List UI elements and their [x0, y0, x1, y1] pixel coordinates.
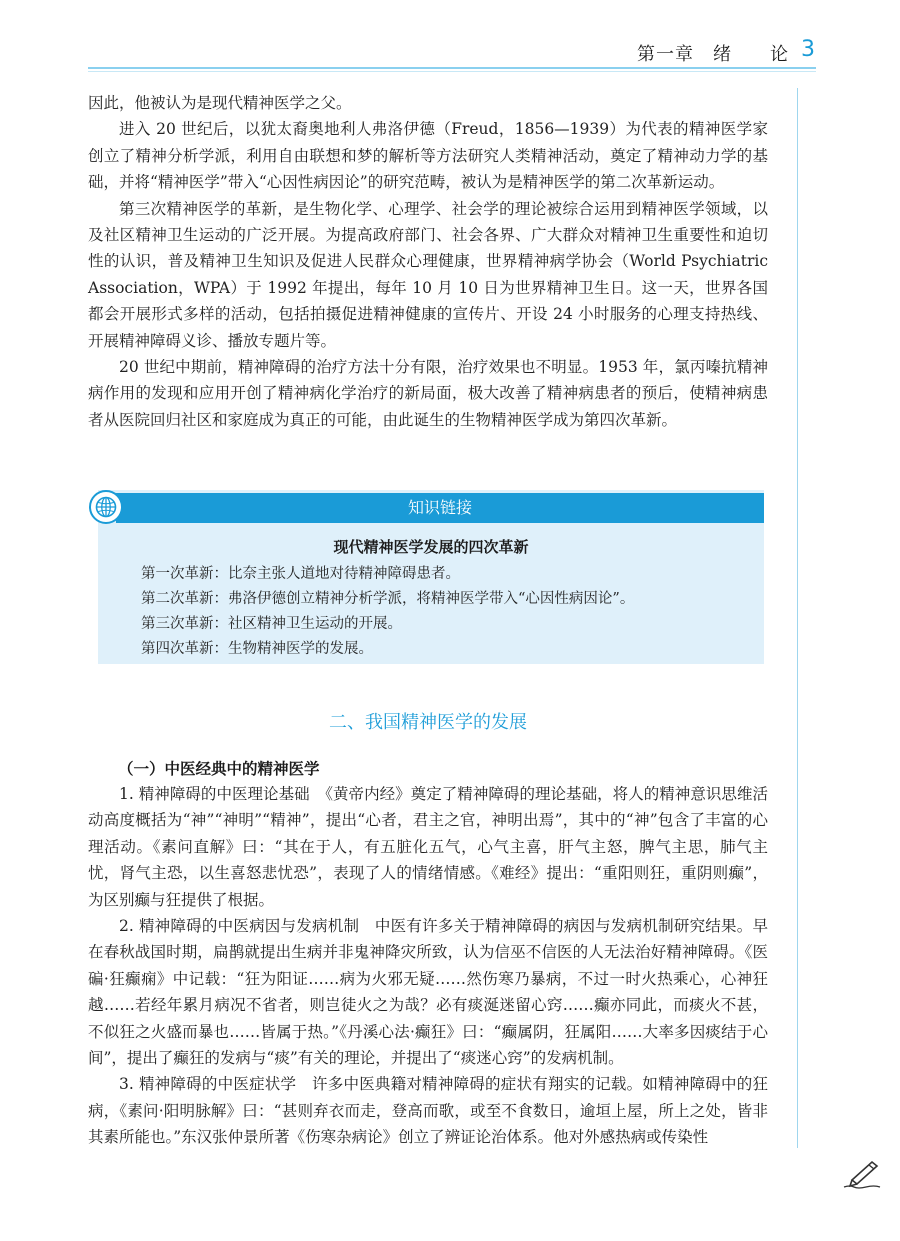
knowledge-box-title: 现代精神医学发展的四次革新: [333, 538, 529, 556]
page-number: 3: [801, 37, 815, 62]
section-heading: 二、我国精神医学的发展: [329, 712, 527, 733]
paragraph: 1. 精神障碍的中医理论基础 《黄帝内经》奠定了精神障碍的理论基础，将人的精神意识思维活动高度概括为“神”“神明”“精神”，提出“心者，君主之官，神明出焉”，其中的“神”包含了丰富的心理活动。《素问直解》曰：“其在于人，有五脏化五气，心气主喜，肝气主怒，脾气主思，肺气主忧，肾气主恐，以生喜怒悲忧恐”，表现了人的情绪情感。《难经》提出：“重阳则狂，重阴则癫”，为区别癫与狂提供了根据。: [88, 785, 768, 909]
paragraph: 因此，他被认为是现代精神医学之父。: [88, 94, 352, 112]
margin-rule: [797, 88, 798, 1148]
globe-icon: [89, 490, 123, 524]
paragraph: 3. 精神障碍的中医症状学 许多中医典籍对精神障碍的症状有翔实的记载。如精神障碍中的狂病，《素问·阳明脉解》曰：“甚则弃衣而走，登高而歌，或至不食数日，逾垣上屋，所上之处，皆非其素所能也。”东汉张仲景所著《伤寒杂病论》创立了辨证论治体系。他对外感热病或传染性: [88, 1075, 768, 1147]
knowledge-box-label: 知识链接: [407, 498, 472, 517]
header-rule: [88, 67, 816, 69]
header-rule-secondary: [88, 71, 816, 72]
pen-icon: [840, 1158, 884, 1194]
chapter-title: 第一章 绪 论: [637, 44, 789, 65]
paragraph: 进入 20 世纪后，以犹太裔奥地利人弗洛伊德（Freud，1856—1939）为代表的精神医学家创立了精神分析学派，利用自由联想和梦的解析等方法研究人类精神活动，奠定了精神动力学的基础，并将“精神医学”带入“心因性病因论”的研究范畴，被认为是精神医学的第二次革新运动。: [88, 120, 768, 192]
body-text-top: [88, 90, 768, 433]
knowledge-item: 第三次革新：社区精神卫生运动的开展。: [141, 616, 402, 632]
body-text-bottom: [88, 781, 768, 1151]
knowledge-item: 第一次革新：比奈主张人道地对待精神障碍患者。: [141, 566, 460, 582]
paragraph: 第三次精神医学的革新，是生物化学、心理学、社会学的理论被综合运用到精神医学领域，以及社区精神卫生运动的广泛开展。为提高政府部门、社会各界、广大群众对精神卫生重要性和迫切性的认识，普及精神卫生知识及促进人民群众心理健康，世界精神病学协会（World Psychiatric Association，WPA）于 1992 年提出，每年 10 月 10 日为世界精神卫生日。这一天，世界各国都会开展形式多样的活动，包括拍摄促进精神健康的宣传片、开设 24 小时服务的心理支持热线、开展精神障碍义诊、播放专题片等。: [88, 199, 768, 350]
knowledge-item: 第二次革新：弗洛伊德创立精神分析学派，将精神医学带入“心因性病因论”。: [141, 591, 635, 607]
knowledge-item: 第四次革新：生物精神医学的发展。: [141, 641, 373, 657]
paragraph: 20 世纪中期前，精神障碍的治疗方法十分有限，治疗效果也不明显。1953 年，氯丙嗪抗精神病作用的发现和应用开创了精神病化学治疗的新局面，极大改善了精神病患者的预后，使精神病患者从医院回归社区和家庭成为真正的可能，由此诞生的生物精神医学成为第四次革新。: [88, 358, 768, 429]
paragraph: 2. 精神障碍的中医病因与发病机制 中医有许多关于精神障碍的病因与发病机制研究结果。早在春秋战国时期，扁鹊就提出生病并非鬼神降灾所致，认为信巫不信医的人无法治好精神障碍。《医碥·狂癫痫》中记载：“狂为阳证……病为火邪无疑……然伤寒乃暴病，不过一时火热乘心，心神狂越……若经年累月病况不省者，则岂徒火之为哉？必有痰涎迷留心窍……癫亦同此，而痰火不甚，不似狂之火盛而暴也……皆属于热。”《丹溪心法·癫狂》曰：“癫属阴，狂属阳……大率多因痰结于心间”，提出了癫狂的发病与“痰”有关的理论，并提出了“痰迷心窍”的发病机制。: [88, 917, 768, 1068]
subsection-heading: （一）中医经典中的精神医学: [118, 760, 320, 778]
